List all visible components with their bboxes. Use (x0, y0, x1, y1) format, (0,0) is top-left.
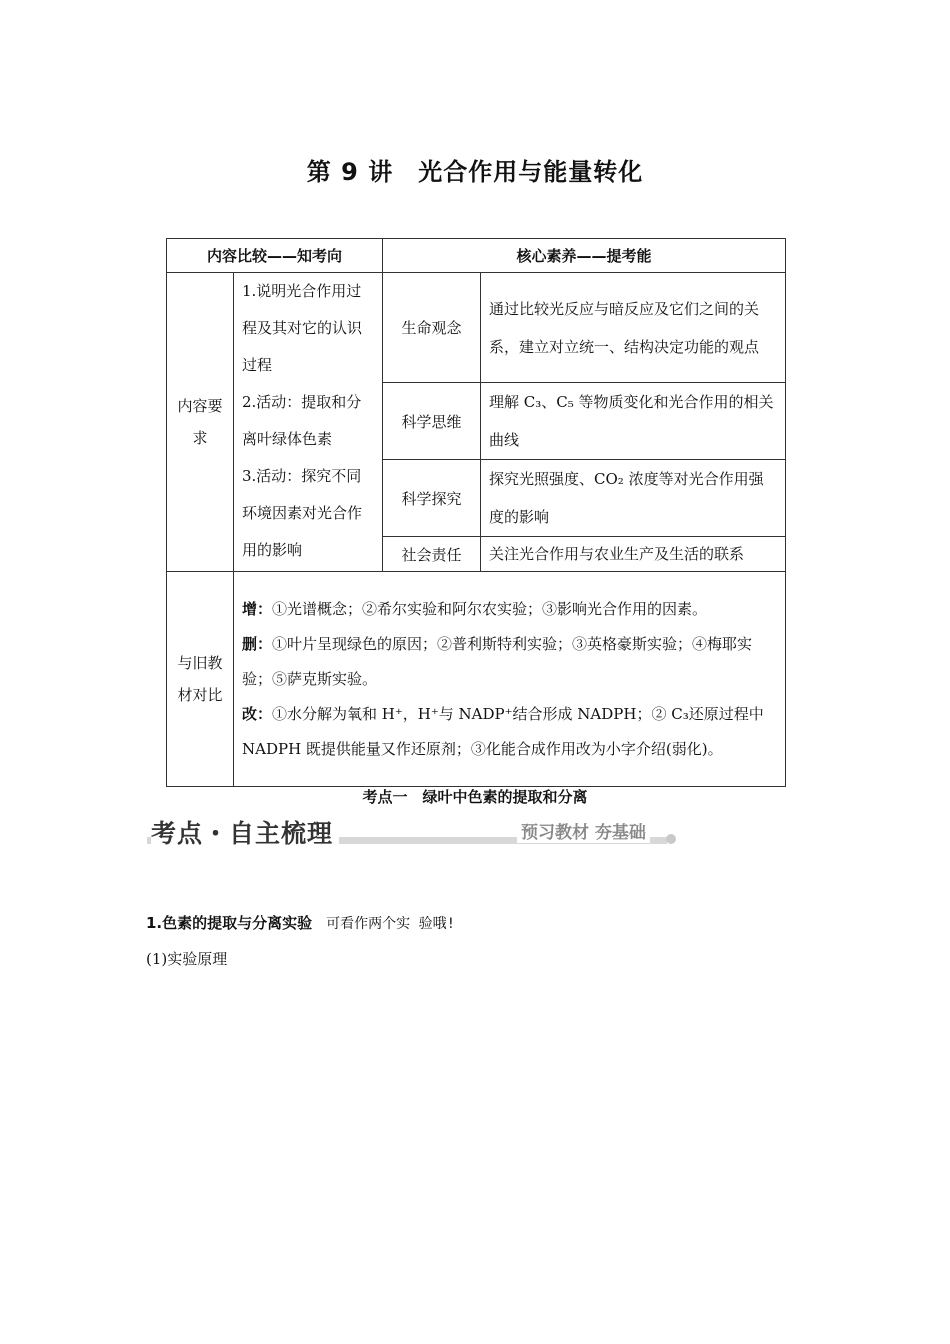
banner-dot-icon (666, 834, 676, 844)
header-left: 内容比较——知考向 (167, 239, 383, 273)
compare-label: 与旧教材对比 (167, 572, 234, 787)
overview-table (166, 238, 786, 787)
content-items (234, 273, 383, 572)
content-item: 3.活动：探究不同环境因素对光合作用的影响 (242, 467, 363, 559)
banner-title: 考点・自主梳理 (151, 814, 339, 850)
core-name: 科学思维 (383, 383, 481, 460)
header-right: 核心素养——提考能 (383, 239, 786, 273)
handwritten-note: 可看作两个实 验哦! (326, 916, 455, 932)
core-desc: 理解 C₃、C₅ 等物质变化和光合作用的相关曲线 (481, 383, 786, 460)
core-desc: 关注光合作用与农业生产及生活的联系 (481, 537, 786, 572)
page-title: 第 9 讲 光合作用与能量转化 (306, 158, 644, 186)
banner-subtitle: 预习教材 夯基础 (517, 818, 650, 843)
core-desc: 探究光照强度、CO₂ 浓度等对光合作用强度的影响 (481, 460, 786, 537)
section-heading: 考点一 绿叶中色素的提取和分离 (362, 788, 588, 806)
content-label: 内容要求 (167, 273, 234, 572)
core-desc: 通过比较光反应与暗反应及它们之间的关系，建立对立统一、结构决定功能的观点 (481, 273, 786, 383)
compare-add: 增：①光谱概念；②希尔实验和阿尔农实验；③影响光合作用的因素。 (242, 599, 708, 618)
core-name: 社会责任 (383, 537, 481, 572)
compare-modify: 改：①水分解为氧和 H⁺，H⁺与 NADP⁺结合形成 NADPH；② C₃还原过程中 NADPH 既提供能量又作还原剂；③化能合成作用改为小字介绍(弱化)。 (242, 704, 764, 758)
compare-content (234, 572, 786, 787)
core-name: 科学探究 (383, 460, 481, 537)
sub-heading: (1)实验原理 (146, 950, 228, 968)
step-heading (146, 912, 455, 933)
core-name: 生命观念 (383, 273, 481, 383)
section-banner (147, 812, 677, 848)
compare-delete: 删：①叶片呈现绿色的原因；②普利斯特利实验；③英格豪斯实验；④梅耶实验；⑤萨克斯实验。 (242, 634, 753, 688)
content-item: 2.活动：提取和分离叶绿体色素 (242, 393, 362, 448)
step-heading-text: 1.色素的提取与分离实验 (146, 914, 313, 932)
content-item: 1.说明光合作用过程及其对它的认识过程 (242, 282, 363, 374)
